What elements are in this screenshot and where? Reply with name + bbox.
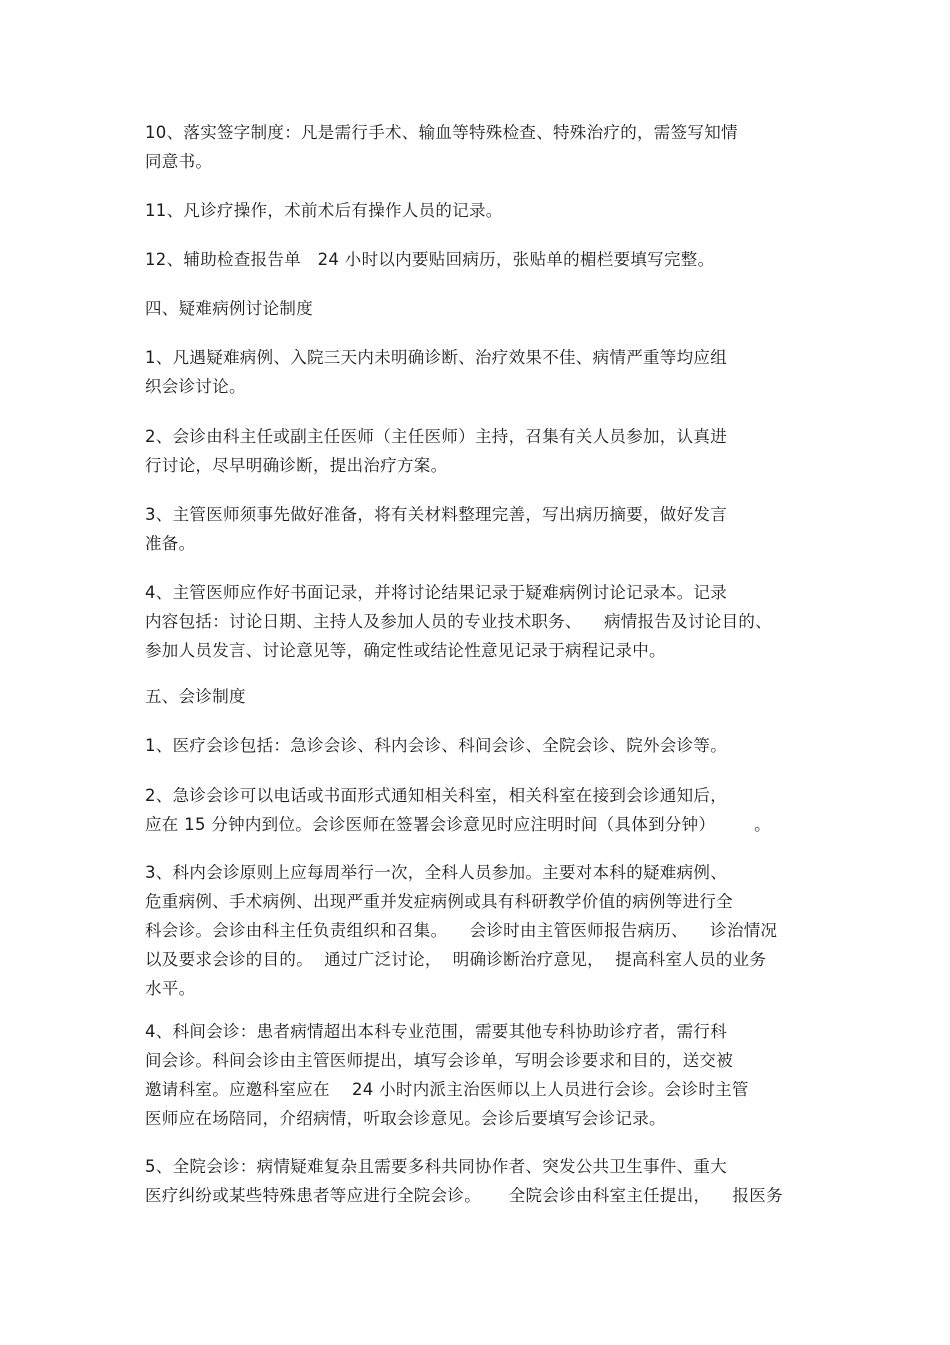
text-line: 以及要求会诊的目的。 通过广泛讨论， 明确诊断治疗意见， 提高科室人员的业务	[145, 950, 767, 969]
text-line: 织会诊讨论。	[145, 377, 246, 396]
paragraph	[145, 196, 503, 225]
text-line: 4、主管医师应作好书面记录，并将讨论结果记录于疑难病例讨论记录本。记录	[145, 583, 727, 602]
paragraph	[145, 422, 727, 480]
text-line: 行讨论，尽早明确诊断，提出治疗方案。	[145, 456, 448, 475]
text-line: 4、科间会诊：患者病情超出本科专业范围，需要其他专科协助诊疗者，需行科	[145, 1022, 727, 1041]
text-line: 间会诊。科间会诊由主管医师提出，填写会诊单，写明会诊要求和目的，送交被	[145, 1051, 733, 1070]
text-line: 危重病例、手术病例、出现严重并发症病例或具有科研教学价值的病例等进行全	[145, 892, 733, 911]
paragraph	[145, 858, 777, 1003]
paragraph	[145, 1152, 783, 1210]
paragraph	[145, 781, 771, 839]
text-line: 四、疑难病例讨论制度	[145, 299, 313, 318]
text-line: 2、会诊由科主任或副主任医师（主任医师）主持，召集有关人员参加，认真进	[145, 427, 727, 446]
text-line: 1、医疗会诊包括：急诊会诊、科内会诊、科间会诊、全院会诊、院外会诊等。	[145, 736, 727, 755]
text-line: 内容包括：讨论日期、主持人及参加人员的专业技术职务、 病情报告及讨论目的、	[145, 612, 772, 631]
text-line: 邀请科室。应邀科室应在 24 小时内派主治医师以上人员进行会诊。会诊时主管	[145, 1080, 749, 1099]
text-line: 3、科内会诊原则上应每周举行一次，全科人员参加。主要对本科的疑难病例、	[145, 863, 727, 882]
paragraph	[145, 682, 246, 711]
text-line: 2、急诊会诊可以电话或书面形式通知相关科室，相关科室在接到会诊通知后，	[145, 786, 727, 805]
text-line: 应在 15 分钟内到位。会诊医师在签署会诊意见时应注明时间（具体到分钟） 。	[145, 815, 771, 834]
paragraph	[145, 1017, 749, 1133]
text-line: 参加人员发言、讨论意见等，确定性或结论性意见记录于病程记录中。	[145, 641, 666, 660]
text-line: 水平。	[145, 979, 196, 998]
text-line: 11、凡诊疗操作，术前术后有操作人员的记录。	[145, 201, 503, 220]
paragraph	[145, 500, 727, 558]
text-line: 医疗纠纷或某些特殊患者等应进行全院会诊。 全院会诊由科室主任提出， 报医务	[145, 1186, 783, 1205]
text-line: 准备。	[145, 534, 196, 553]
text-line: 五、会诊制度	[145, 687, 246, 706]
paragraph	[145, 343, 727, 401]
paragraph	[145, 118, 738, 176]
text-line: 10、落实签字制度：凡是需行手术、输血等特殊检查、特殊治疗的，需签写知情	[145, 123, 738, 142]
text-line: 3、主管医师须事先做好准备，将有关材料整理完善，写出病历摘要，做好发言	[145, 505, 727, 524]
text-line: 12、辅助检查报告单 24 小时以内要贴回病历，张贴单的楣栏要填写完整。	[145, 250, 715, 269]
paragraph	[145, 731, 727, 760]
text-line: 科会诊。会诊由科主任负责组织和召集。 会诊时由主管医师报告病历、 诊治情况	[145, 921, 778, 940]
text-line: 医师应在场陪同，介绍病情，听取会诊意见。会诊后要填写会诊记录。	[145, 1109, 666, 1128]
paragraph	[145, 245, 714, 274]
paragraph	[145, 578, 772, 665]
text-line: 1、凡遇疑难病例、入院三天内未明确诊断、治疗效果不佳、病情严重等均应组	[145, 348, 727, 367]
text-line: 5、全院会诊：病情疑难复杂且需要多科共同协作者、突发公共卫生事件、重大	[145, 1157, 727, 1176]
paragraph	[145, 294, 313, 323]
text-line: 同意书。	[145, 152, 213, 171]
